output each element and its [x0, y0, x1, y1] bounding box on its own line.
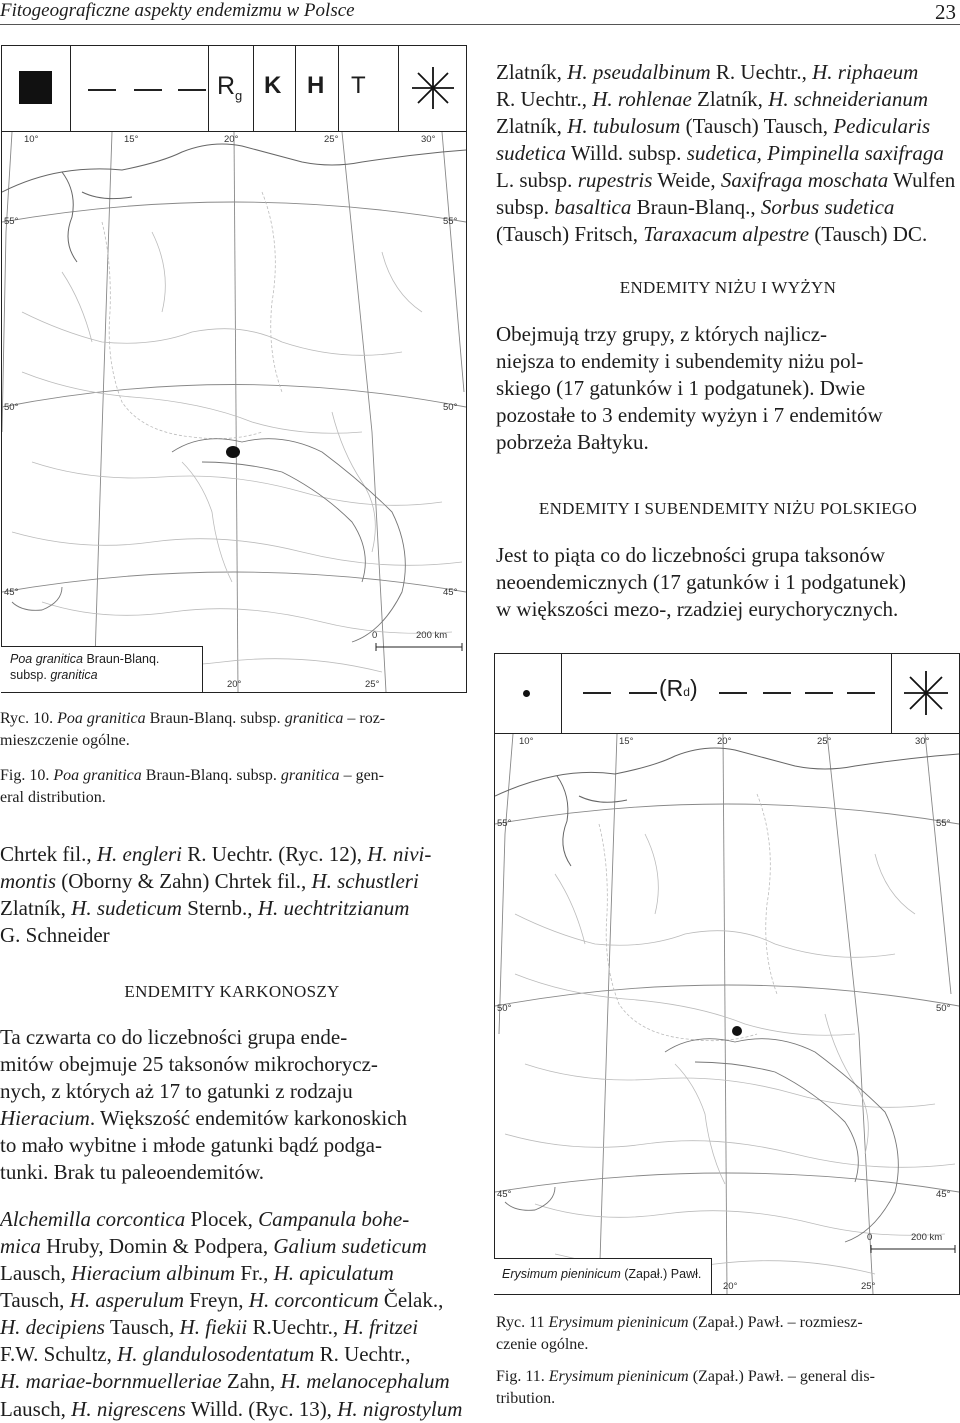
- text-run: Ta czwarta co do liczebności grupa ende-: [0, 1025, 348, 1049]
- taxon-name: H. schneiderianum: [768, 87, 928, 112]
- lat-tick-left: 50°: [4, 402, 19, 413]
- right-col-nizu-polskiego-para: [496, 542, 960, 623]
- taxon-name: H. corconticum: [248, 1288, 379, 1313]
- text-run: Zlatník,: [691, 87, 769, 112]
- taxon-name: H. nigrostylum: [337, 1396, 463, 1421]
- small-dot-symbol: [495, 654, 562, 734]
- text-line: w większości mezo-, rzadziej eurychorycznych.: [496, 597, 899, 622]
- taxon-name: H. sudeticum: [71, 896, 182, 921]
- text-run: Willd. (Ryc. 13),: [185, 1396, 338, 1421]
- taxon-name: H. fiekii: [179, 1315, 248, 1340]
- text-run: Hruby, Domin & Podpera,: [40, 1234, 274, 1259]
- text-run: to mało wybitne i młode gatunki bądź podga-: [0, 1133, 382, 1158]
- legend-k-box: K: [252, 45, 296, 131]
- lat-tick-right: 50°: [936, 1003, 951, 1014]
- taxon-name: Pedicularis: [833, 114, 931, 139]
- header-rule: [0, 24, 960, 25]
- taxon-name: H. glandulosodentatum: [117, 1342, 315, 1367]
- text-line: Obejmują trzy grupy, z których najlicz-: [496, 322, 828, 346]
- taxon-name: Alchemilla corcontica: [0, 1207, 186, 1231]
- legend-h-box: H: [295, 45, 339, 131]
- taxon-name: rupestris: [577, 168, 653, 193]
- text-run: (Tausch) Tausch,: [680, 114, 834, 139]
- fig11-caption-en: Fig. 11. Erysimum pieninicum (Zapał.) Pawł. – general dis- tribution.: [496, 1368, 875, 1408]
- text-run: subsp.: [496, 195, 555, 220]
- left-col-karkonosze-para: [0, 1024, 464, 1186]
- text-run: Plocek,: [185, 1207, 259, 1231]
- text-run: Sternb.,: [181, 896, 258, 921]
- text-run: Fr.,: [235, 1261, 274, 1286]
- taxon-name: H. melanocephalum: [280, 1369, 450, 1394]
- lat-tick-right: 45°: [936, 1189, 951, 1200]
- scale-zero: 0: [372, 630, 378, 641]
- scale-max: 200 km: [911, 1232, 943, 1243]
- text-run: Weide,: [652, 168, 721, 193]
- taxon-name: Hieracium albinum: [71, 1261, 236, 1286]
- taxon-name: H. nigrescens: [71, 1396, 186, 1421]
- text-run: Tausch,: [0, 1288, 70, 1313]
- legend-dash: [847, 692, 875, 694]
- legend-dash: [629, 692, 657, 694]
- page-number: 23: [935, 0, 956, 24]
- text-run: mitów obejmuje 25 taksonów mikrochorycz-: [0, 1052, 378, 1077]
- text-run: Chrtek fil.,: [0, 842, 97, 866]
- text-run: L. subsp.: [496, 168, 578, 193]
- text-run: Zlatník,: [0, 896, 72, 921]
- map1-svg: [2, 132, 466, 692]
- lat-tick-left: 45°: [497, 1189, 512, 1200]
- text-line: pobrzeża Bałtyku.: [496, 430, 649, 455]
- left-col-species-list-1: [0, 841, 464, 949]
- map2-distribution-map: [494, 733, 960, 1295]
- taxon-name: H. fritzei: [343, 1315, 419, 1340]
- text-run: Tausch,: [104, 1315, 180, 1340]
- asterisk-star-icon: [398, 45, 467, 131]
- scale-max: 200 km: [416, 630, 448, 641]
- taxon-name: basaltica: [554, 195, 632, 220]
- text-run: Lausch,: [0, 1261, 72, 1286]
- taxon-name: H. decipiens: [0, 1315, 105, 1340]
- text-run: R. Uechtr.,: [710, 60, 813, 84]
- text-run: R. Uechtr.,: [496, 87, 593, 112]
- lat-tick-left: 50°: [497, 1003, 512, 1014]
- scale-zero: 0: [867, 1232, 873, 1243]
- taxon-name: H. schustleri: [311, 869, 419, 894]
- distribution-point: [732, 1026, 742, 1036]
- distribution-point: [226, 446, 240, 458]
- map1-legend-bar: [1, 45, 467, 133]
- legend-dash: [719, 692, 747, 694]
- ryc10-caption-pl: Ryc. 10. Poa granitica Braun-Blanq. subsp. granitica – roz- mieszczenie ogólne.: [0, 710, 386, 750]
- text-run: Čelak.,: [378, 1288, 444, 1313]
- lon-tick: 30°: [421, 134, 436, 145]
- taxon-name: Sorbus sudetica: [760, 195, 895, 220]
- left-heading-karkonosze: ENDEMITY KARKONOSZY: [124, 982, 340, 1001]
- taxon-name: H. tubulosum: [567, 114, 681, 139]
- asterisk-star-icon: [891, 653, 960, 733]
- ryc11-caption-pl: Ryc. 11 Erysimum pieninicum (Zapał.) Pawł. – rozmiesz- czenie ogólne.: [496, 1314, 863, 1354]
- lat-tick-right: 45°: [443, 587, 458, 598]
- text-run: Zlatník,: [496, 60, 568, 84]
- lat-tick-left: 55°: [497, 818, 512, 829]
- legend-rg-box: R g: [208, 45, 254, 131]
- taxon-name: sudetica: [496, 141, 566, 166]
- legend-dash: [134, 89, 162, 91]
- legend-dash: [583, 692, 611, 694]
- taxon-name: montis: [0, 869, 57, 894]
- text-run: . Większość endemitów karkonoskich: [89, 1106, 408, 1131]
- legend-dash: [178, 89, 206, 91]
- text-line: Jest to piąta co do liczebności grupa taksonów: [496, 543, 885, 567]
- taxon-name: H. apiculatum: [273, 1261, 394, 1286]
- lon-tick-bottom: 25°: [861, 1281, 876, 1292]
- right-heading-nizu-polskiego: ENDEMITY I SUBENDEMITY NIŻU POLSKIEGO: [538, 499, 918, 518]
- text-run: Freyn,: [184, 1288, 249, 1313]
- text-line: niejsza to endemity i subendemity niżu pol-: [496, 349, 864, 374]
- text-run: Zahn,: [221, 1369, 281, 1394]
- legend-rd-label: (Rd): [659, 675, 698, 701]
- taxon-name: Taraxacum alpestre: [643, 222, 810, 247]
- lon-tick: 10°: [24, 134, 39, 145]
- text-line: skiego (17 gatunków i 1 podgatunek). Dwie: [496, 376, 866, 401]
- lat-tick-right: 55°: [443, 216, 458, 227]
- right-col-species-list: [496, 59, 960, 249]
- text-run: (Oborny & Zahn) Chrtek fil.,: [56, 869, 312, 894]
- legend-t-box: T: [351, 72, 366, 99]
- taxon-name: H. nivi-: [367, 842, 432, 866]
- lat-tick-right: 55°: [936, 818, 951, 829]
- filled-square-symbol: [2, 46, 71, 132]
- text-run: Braun-Blanq.,: [631, 195, 761, 220]
- taxon-name: H. rohlenae: [592, 87, 692, 112]
- lon-tick: 15°: [619, 736, 634, 747]
- taxon-name: H. asperulum: [69, 1288, 185, 1313]
- taxon-name: H. engleri: [96, 842, 182, 866]
- lon-tick-bottom: 20°: [723, 1281, 738, 1292]
- text-run: G. Schneider: [0, 923, 110, 948]
- text-run: F.W. Schultz,: [0, 1342, 118, 1367]
- lon-tick-bottom: 25°: [365, 679, 380, 690]
- right-col-nizu-wyzyn-para: [496, 321, 960, 456]
- map2-legend-bar: [494, 653, 960, 735]
- lon-tick: 25°: [324, 134, 339, 145]
- lon-tick: 20°: [224, 134, 239, 145]
- taxon-name: sudetica, Pimpinella saxifraga: [686, 141, 944, 166]
- lat-tick-left: 55°: [4, 216, 19, 227]
- taxon-name: H. riphaeum: [812, 60, 919, 84]
- taxon-name: Campanula bohe-: [258, 1207, 410, 1231]
- running-title: Fitogeograficzne aspekty endemizmu w Polsce: [0, 0, 355, 21]
- text-run: R. Uechtr.,: [314, 1342, 411, 1367]
- taxon-name: Galium sudeticum: [273, 1234, 427, 1259]
- taxon-name: H. uechtritzianum: [257, 896, 410, 921]
- lon-tick: 15°: [124, 134, 139, 145]
- legend-dash: [88, 89, 116, 91]
- lon-tick: 20°: [717, 736, 732, 747]
- text-run: tunki. Brak tu paleoendemitów.: [0, 1160, 264, 1185]
- taxon-name: H. pseudalbinum: [567, 60, 711, 84]
- right-heading-nizu-wyzyn: ENDEMITY NIŻU I WYŻYN: [619, 278, 837, 297]
- left-col-species-list-2: [0, 1206, 464, 1423]
- lat-tick-left: 45°: [4, 587, 19, 598]
- taxon-name: Hieracium: [0, 1106, 90, 1131]
- lon-tick: 25°: [817, 736, 832, 747]
- lon-tick: 10°: [519, 736, 534, 747]
- map1-species-label: Poa granitica Braun-Blanq. subsp. granitica: [1, 646, 203, 692]
- map1-distribution-map: [1, 131, 467, 693]
- taxon-name: Saxifraga moschata: [720, 168, 889, 193]
- lon-tick-bottom: 20°: [227, 679, 242, 690]
- text-run: Willd. subsp.: [565, 141, 687, 166]
- lat-tick-right: 50°: [443, 402, 458, 413]
- map2-species-label: Erysimum pieninicum (Zapał.) Pawł.: [494, 1258, 712, 1294]
- lon-tick: 30°: [915, 736, 930, 747]
- text-run: R. Uechtr. (Ryc. 12),: [181, 842, 368, 866]
- text-run: Lausch,: [0, 1396, 72, 1421]
- text-line: neoendemicznych (17 gatunków i 1 podgatunek): [496, 570, 906, 595]
- map2-svg: [495, 734, 959, 1294]
- text-run: (Tausch) Fritsch,: [496, 222, 644, 247]
- taxon-name: H. mariae-bornmuelleriae: [0, 1369, 222, 1394]
- text-run: (Tausch) DC.: [809, 222, 928, 247]
- text-run: nych, z których aż 17 to gatunki z rodzaju: [0, 1079, 353, 1104]
- legend-dash: [763, 692, 791, 694]
- text-run: R.Uechtr.,: [247, 1315, 344, 1340]
- legend-dash: [805, 692, 833, 694]
- text-run: Zlatník,: [496, 114, 568, 139]
- text-line: pozostałe to 3 endemity wyżyn i 7 endemitów: [496, 403, 883, 428]
- fig10-caption-en: Fig. 10. Poa granitica Braun-Blanq. subsp. granitica – gen- eral distribution.: [0, 767, 384, 807]
- text-run: Wulfen: [888, 168, 956, 193]
- taxon-name: mica: [0, 1234, 41, 1259]
